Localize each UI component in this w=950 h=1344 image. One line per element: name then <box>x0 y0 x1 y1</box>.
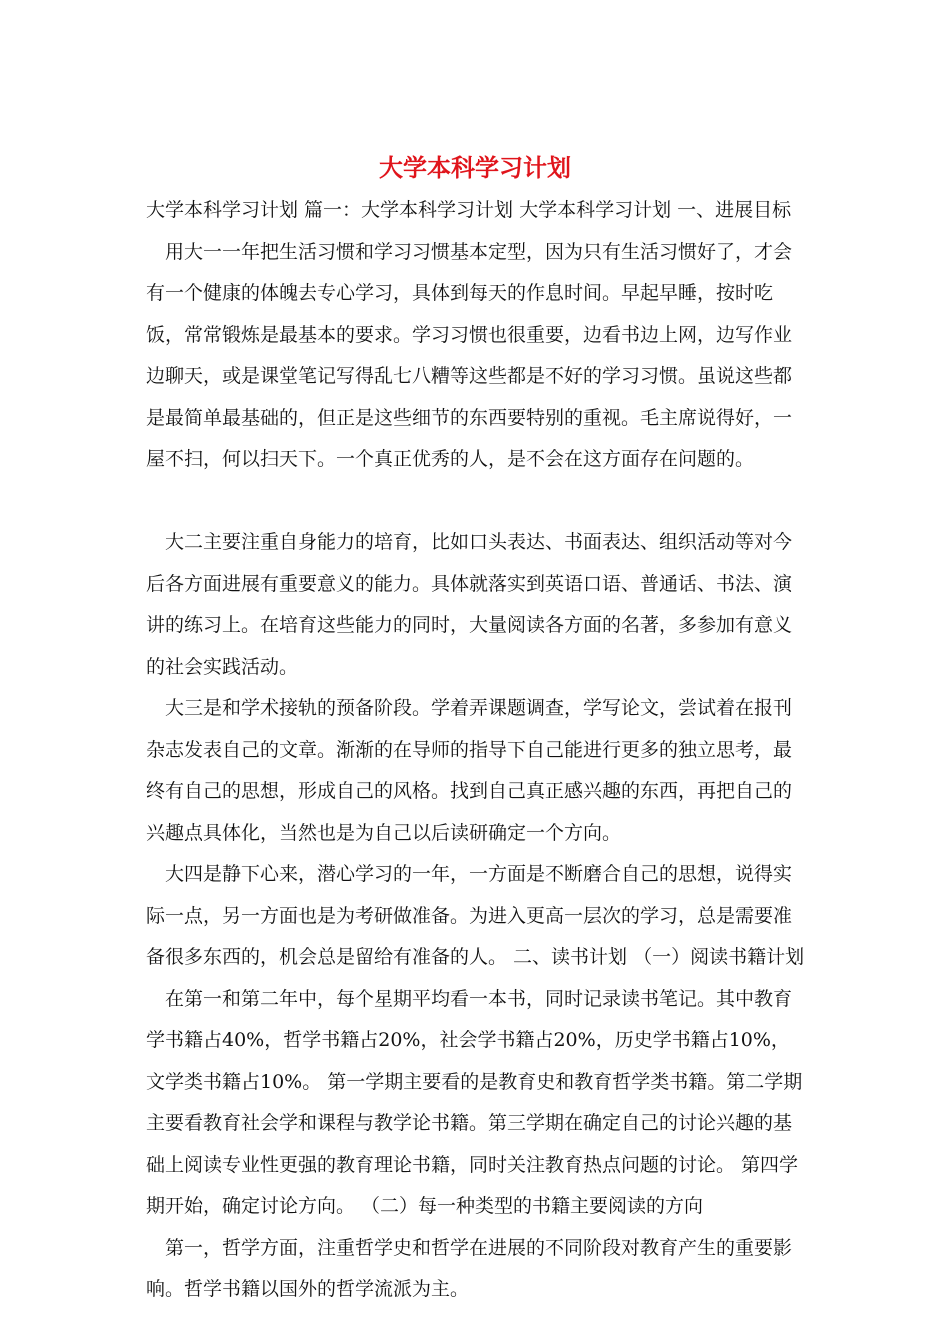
document-body <box>146 190 806 1311</box>
paragraph-heading-line: 大学本科学习计划 篇一：大学本科学习计划 大学本科学习计划 一、进展目标 <box>146 199 792 221</box>
document-title: 大学本科学习计划 <box>379 153 571 182</box>
paragraph-philosophy: 第一，哲学方面，注重哲学史和哲学在进展的不同阶段对教育产生的重要影响。哲学书籍以国外的哲学流派为主。 <box>146 1236 793 1300</box>
paragraph-reading-plan: 在第一和第二年中，每个星期平均看一本书，同时记录读书笔记。其中教育学书籍占40%，哲学书籍占20%，社会学书籍占20%，历史学书籍占10%，文学类书籍占10%。 第一学期主要看的是教育史和教育哲学类书籍。第二学期主要看教育社会学和课程与教学论书籍。第三学期在确定自己的讨论兴趣的基础上阅读专业性更强的教育理论书籍，同时关注教育热点问题的讨论。 第四学期开始，确定讨论方向。 （二）每一种类型的书籍主要阅读的方向 <box>146 987 803 1217</box>
paragraph-year-four: 大四是静下心来，潜心学习的一年，一方面是不断磨合自己的思想，说得实际一点，另一方面也是为考研做准备。为进入更高一层次的学习，总是需要准备很多东西的，机会总是留给有准备的人。 二、读书计划 （一）阅读书籍计划 <box>146 863 805 968</box>
paragraph-year-three: 大三是和学术接轨的预备阶段。学着弄课题调查，学写论文，尝试着在报刊杂志发表自己的文章。渐渐的在导师的指导下自己能进行更多的独立思考，最终有自己的思想，形成自己的风格。找到自己真正感兴趣的东西，再把自己的兴趣点具体化，当然也是为自己以后读研确定一个方向。 <box>146 697 793 844</box>
paragraph-year-two: 大二主要注重自身能力的培育，比如口头表达、书面表达、组织活动等对今后各方面进展有重要意义的能力。具体就落实到英语口语、普通话、书法、演讲的练习上。在培育这些能力的同时，大量阅读各方面的名著，多参加有意义的社会实践活动。 <box>146 531 793 678</box>
blank-line <box>146 481 806 523</box>
paragraph-year-one: 用大一一年把生活习惯和学习习惯基本定型，因为只有生活习惯好了，才会有一个健康的体魄去专心学习，具体到每天的作息时间。早起早睡，按时吃饭，常常锻炼是最基本的要求。学习习惯也很重要，边看书边上网，边写作业边聊天，或是课堂笔记写得乱七八糟等这些都是不好的学习习惯。虽说这些都是最简单最基础的，但正是这些细节的东西要特别的重视。毛主席说得好，一屋不扫，何以扫天下。一个真正优秀的人，是不会在这方面存在问题的。 <box>146 240 793 470</box>
